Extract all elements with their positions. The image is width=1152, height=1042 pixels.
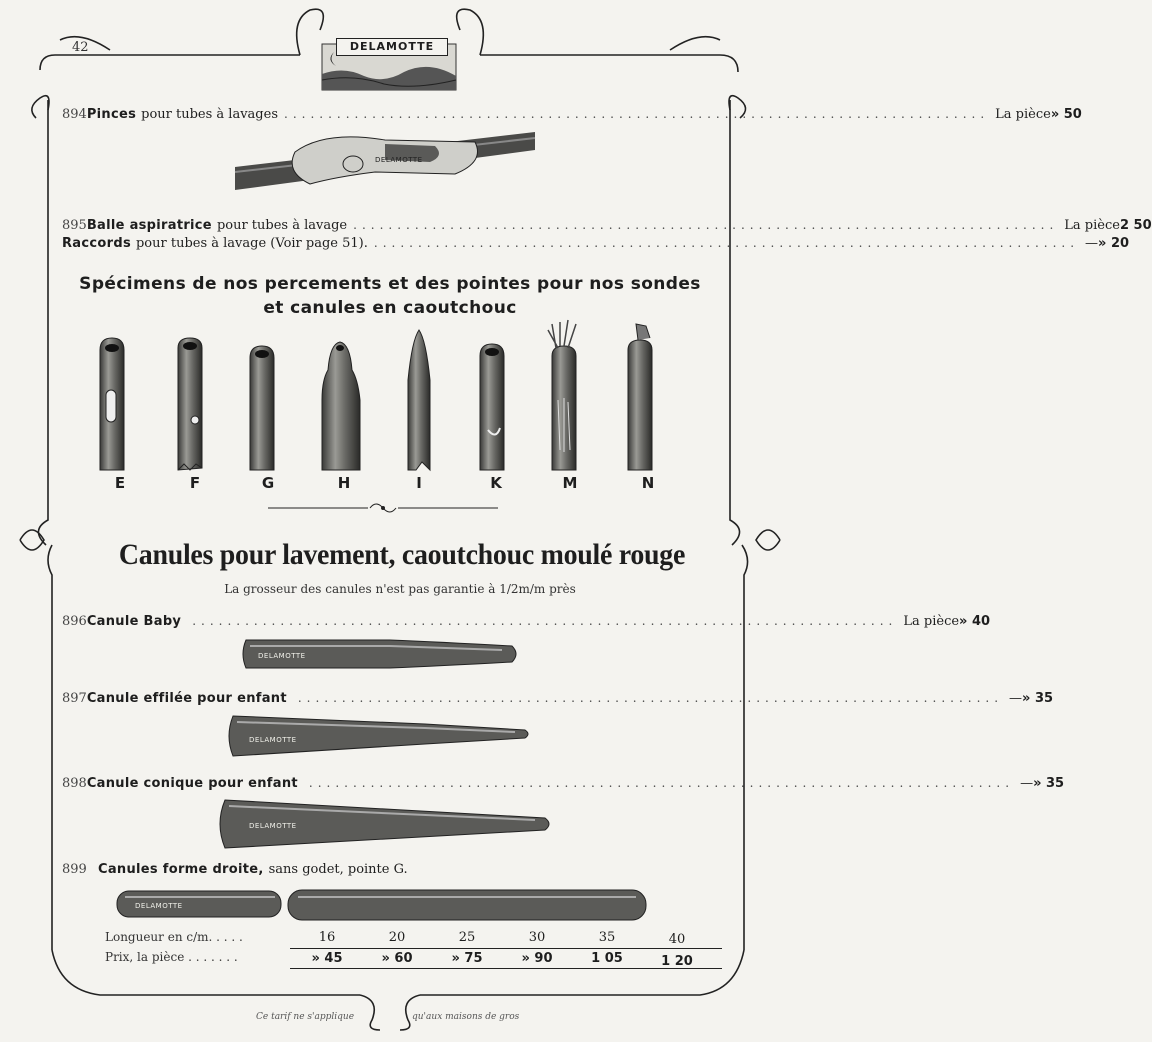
item-name: Canule conique pour enfant — [86, 776, 298, 791]
item-number: 898 — [62, 776, 87, 791]
item-name: Balle aspiratrice — [86, 218, 212, 233]
svg-text:DELAMOTTE: DELAMOTTE — [249, 736, 297, 744]
item-number: 894 — [62, 107, 87, 122]
price-value: » 45 — [311, 951, 343, 966]
item-unit: La pièce — [995, 107, 1051, 122]
pinces-illustration — [235, 122, 535, 204]
length-value: 25 — [458, 930, 476, 945]
specimens-title-line2: et canules en caoutchouc — [263, 298, 517, 318]
tip-label-m: M — [562, 474, 578, 492]
item-price: » 50 — [1050, 107, 1082, 122]
item-price: » 35 — [1033, 776, 1065, 791]
item-unit: — — [1085, 236, 1099, 251]
tip-n — [628, 324, 652, 470]
page-number: 42 — [72, 40, 89, 55]
price-label: Prix, la pièce . . . . . . . — [105, 950, 238, 964]
price-value: » 90 — [521, 951, 553, 966]
item-unit: La pièce — [903, 614, 960, 629]
tip-label-e: E — [114, 474, 126, 492]
item-name: Canules forme droite, — [98, 862, 264, 877]
canule-effilee-illustration — [225, 712, 535, 760]
item-899-row — [62, 862, 710, 877]
item-unit: — — [1009, 691, 1023, 706]
footer-left-text: Ce tarif ne s'applique — [256, 1012, 355, 1022]
length-value: 30 — [528, 930, 546, 945]
length-value: 40 — [668, 932, 686, 947]
leader-dots: ................................................................................ — [353, 218, 1059, 232]
item-number: 897 — [62, 691, 87, 706]
tip-label-i: I — [416, 474, 422, 492]
length-value: 16 — [318, 930, 336, 945]
item-price: » 40 — [959, 614, 991, 629]
svg-text:DELAMOTTE: DELAMOTTE — [375, 156, 423, 164]
footer-right-text: qu'aux maisons de gros — [412, 1012, 520, 1022]
length-label: Longueur en c/m. . . . . — [105, 930, 243, 944]
item-price: » 20 — [1098, 236, 1130, 251]
svg-text:DELAMOTTE: DELAMOTTE — [135, 902, 183, 910]
item-number: 899 — [62, 862, 87, 877]
length-value: 35 — [598, 930, 616, 945]
canules-subtitle: La grosseur des canules n'est pas garantie à 1/2m/m près — [224, 582, 576, 596]
specimens-title-line1: Spécimens de nos percements et des pointes pour nos sondes — [79, 274, 701, 294]
item-price: » 35 — [1022, 691, 1054, 706]
canule-droite-long-illustration — [286, 886, 650, 924]
tip-label-n: N — [641, 474, 655, 492]
raccords-row — [62, 236, 1130, 251]
item-unit: — — [1020, 776, 1034, 791]
item-name: Raccords — [62, 236, 131, 251]
tip-f — [178, 338, 202, 470]
item-number: 896 — [62, 614, 87, 629]
item-896-row — [62, 614, 991, 629]
tip-h — [322, 342, 360, 470]
tip-label-h: H — [337, 474, 351, 492]
canule-conique-illustration — [215, 798, 555, 850]
item-name: Canule effilée pour enfant — [86, 691, 287, 706]
leader-dots: ................................................................................ — [284, 107, 990, 121]
svg-text:DELAMOTTE: DELAMOTTE — [258, 652, 306, 660]
item-898-row — [62, 776, 1065, 791]
item-number: 895 — [62, 218, 87, 233]
item-description: sans godet, pointe G. — [268, 862, 408, 877]
price-value: » 60 — [381, 951, 413, 966]
leader-dots: ................................................................................ — [297, 691, 1004, 705]
leader-dots: ................................................................................ — [373, 236, 1080, 250]
leader-dots: ................................................................................ — [308, 776, 1015, 790]
item-description: pour tubes à lavages — [141, 107, 278, 122]
specimen-tips-illustration — [90, 320, 690, 490]
item-897-row — [62, 691, 1054, 706]
price-value: 1 20 — [661, 954, 693, 969]
price-value: 1 05 — [591, 951, 623, 966]
svg-text:DELAMOTTE: DELAMOTTE — [249, 822, 297, 830]
tip-k — [480, 344, 504, 470]
item-description: pour tubes à lavage — [216, 218, 348, 233]
tip-label-k: K — [490, 474, 502, 492]
canule-droite-short-illustration — [115, 888, 285, 922]
tip-m — [548, 320, 576, 470]
ornament-divider — [268, 498, 498, 518]
length-value: 20 — [388, 930, 406, 945]
item-name: Pinces — [86, 107, 137, 122]
logo-label: DELAMOTTE — [336, 38, 448, 56]
leader-dots: ................................................................................ — [192, 614, 898, 628]
item-894-row — [62, 107, 1082, 122]
item-unit: La pièce — [1064, 218, 1120, 233]
canule-baby-illustration — [240, 636, 522, 672]
delamotte-logo — [314, 30, 464, 94]
table-rule — [290, 948, 722, 949]
tip-i — [408, 330, 430, 470]
tip-label-f: F — [189, 474, 201, 492]
item-name: Canule Baby — [86, 614, 182, 629]
item-price: 2 50 — [1119, 218, 1152, 233]
price-value: » 75 — [451, 951, 483, 966]
tip-g — [250, 346, 274, 470]
tip-e — [100, 338, 124, 470]
item-895-row — [62, 218, 1152, 233]
tip-label-g: G — [261, 474, 275, 492]
specimens-title — [60, 272, 720, 320]
canules-title: Canules pour lavement, caoutchouc moulé rouge — [118, 538, 686, 571]
item-description: pour tubes à lavage (Voir page 51). — [135, 236, 368, 251]
